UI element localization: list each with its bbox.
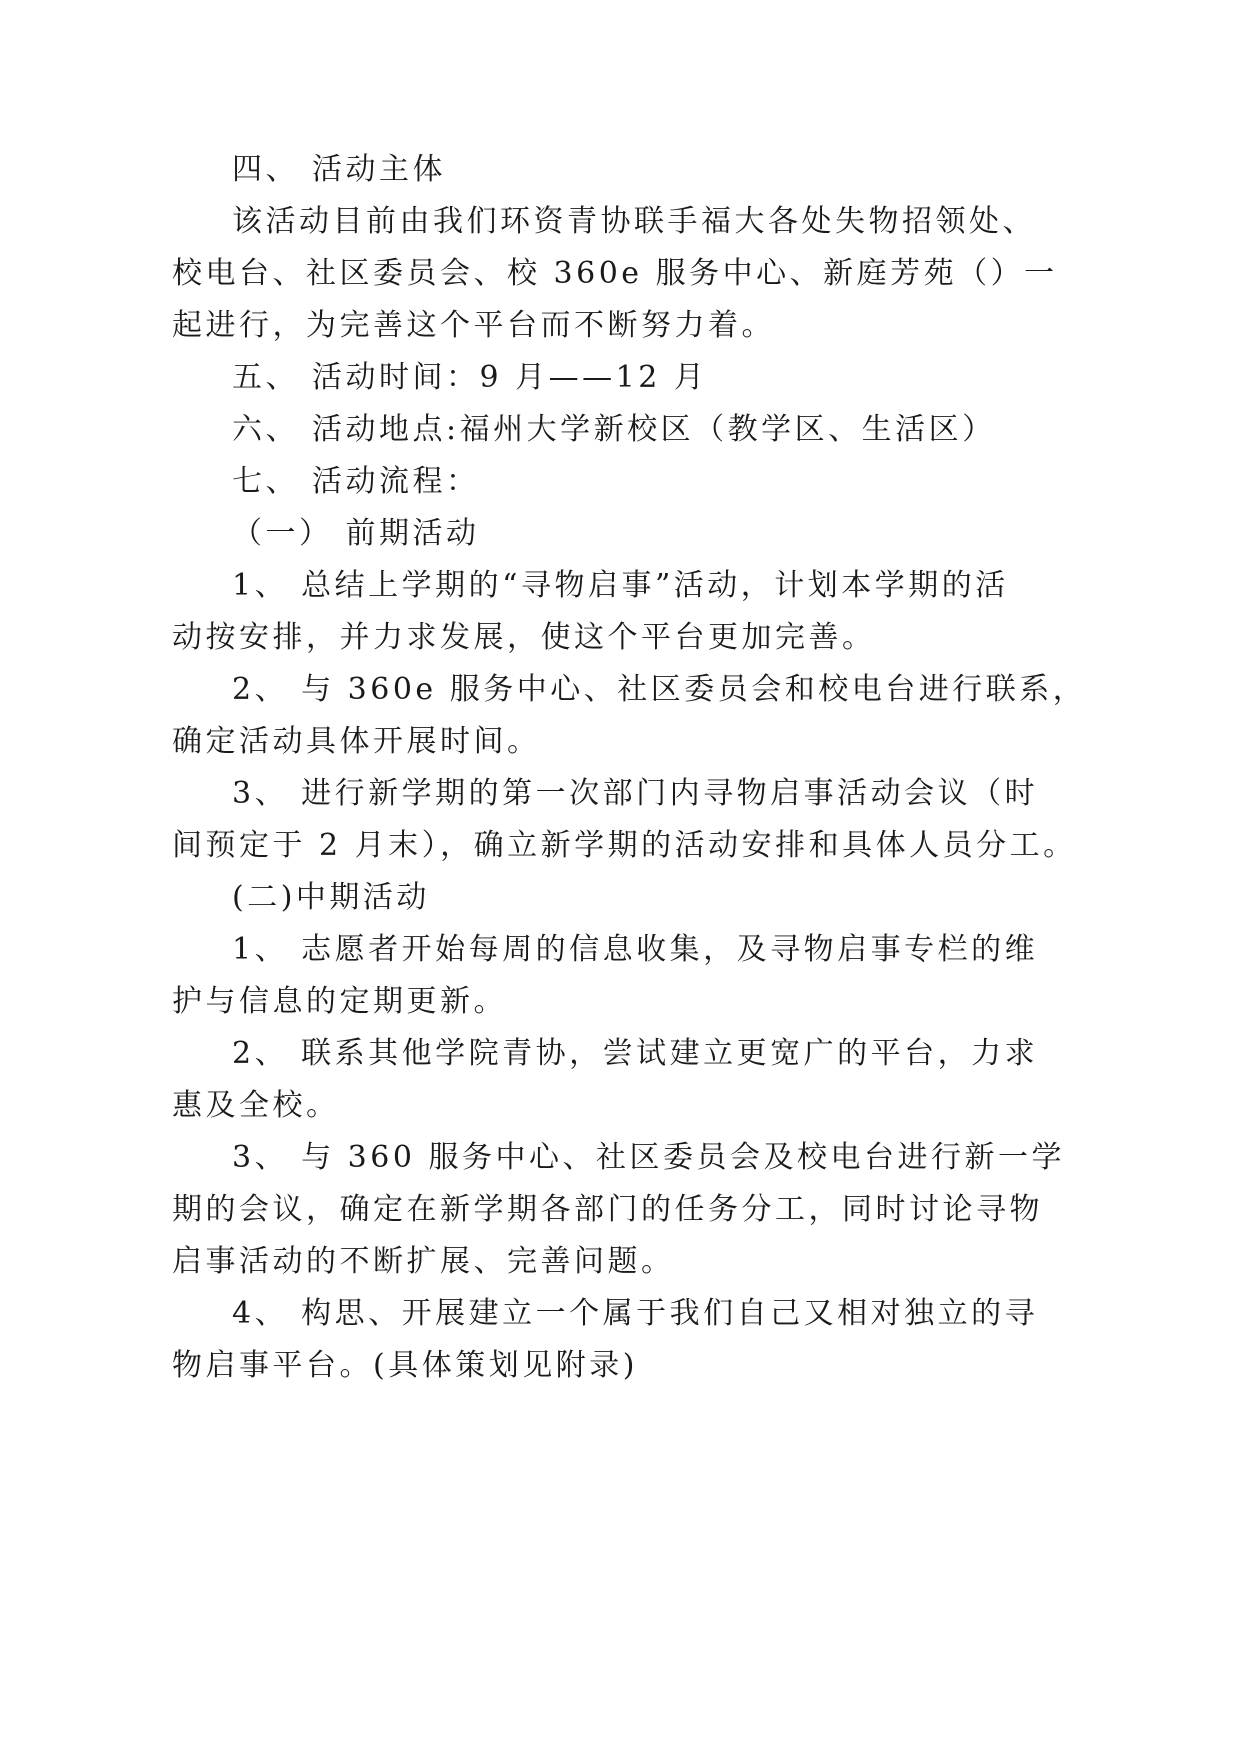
list-item-line: 3、 进行新学期的第一次部门内寻物启事活动会议（时	[232, 776, 1039, 811]
list-item-line: 间预定于 2 月末），确立新学期的活动安排和具体人员分工。	[172, 828, 1077, 863]
list-item-line: 2、 联系其他学院青协，尝试建立更宽广的平台，力求	[232, 1036, 1039, 1071]
section-heading-7: 七、 活动流程：	[232, 464, 480, 499]
list-item-line: 启事活动的不断扩展、完善问题。	[172, 1244, 675, 1279]
section-heading-4: 四、 活动主体	[232, 152, 447, 187]
list-item-line: 动按安排，并力求发展，使这个平台更加完善。	[172, 620, 876, 655]
list-item-line: 护与信息的定期更新。	[172, 984, 507, 1019]
list-item-line: 期的会议，确定在新学期各部门的任务分工，同时讨论寻物	[172, 1192, 1043, 1227]
paragraph-line: 起进行，为完善这个平台而不断努力着。	[172, 308, 775, 343]
list-item-line: 确定活动具体开展时间。	[172, 724, 541, 759]
subsection-heading-1: （一） 前期活动	[232, 516, 480, 551]
section-heading-6: 六、 活动地点:福州大学新校区（教学区、生活区）	[232, 412, 996, 447]
paragraph-line: 该活动目前由我们环资青协联手福大各处失物招领处、	[232, 204, 1036, 239]
list-item-line: 4、 构思、开展建立一个属于我们自己又相对独立的寻	[232, 1296, 1039, 1331]
section-heading-5: 五、 活动时间：9 月——12 月	[232, 360, 708, 395]
list-item-line: 1、 总结上学期的“寻物启事”活动，计划本学期的活	[232, 568, 1009, 603]
list-item-line: 惠及全校。	[172, 1088, 340, 1123]
list-item-line: 2、 与 360e 服务中心、社区委员会和校电台进行联系，	[232, 672, 1087, 707]
list-item-line: 1、 志愿者开始每周的信息收集，及寻物启事专栏的维	[232, 932, 1039, 967]
paragraph-line: 校电台、社区委员会、校 360e 服务中心、新庭芳苑（）一	[172, 256, 1058, 291]
list-item-line: 3、 与 360 服务中心、社区委员会及校电台进行新一学	[232, 1140, 1065, 1175]
list-item-line: 物启事平台。(具体策划见附录)	[172, 1348, 638, 1383]
subsection-heading-2: (二)中期活动	[232, 880, 430, 915]
